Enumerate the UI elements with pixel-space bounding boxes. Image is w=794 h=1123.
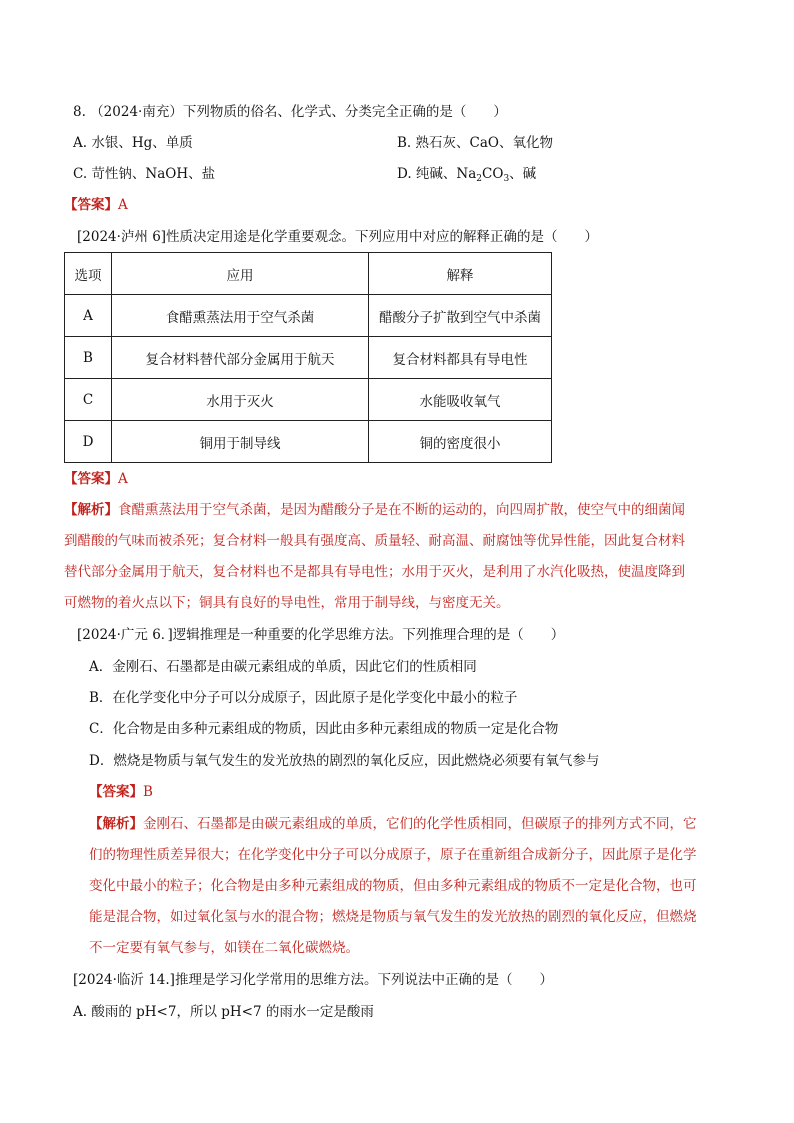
table-cell: B	[65, 337, 112, 379]
q8-option-d: D. 纯碱、$Na_2CO_3$、碱	[397, 166, 537, 184]
q8-option-c: C. 苛性钠、NaOH、盐	[73, 166, 216, 182]
guangyuan-option-a: A．金刚石、石墨都是由碳元素组成的单质，因此它们的性质相同	[89, 659, 477, 675]
guangyuan-answer	[89, 782, 153, 802]
guangyuan-option-d: D．燃烧是物质与氧气发生的发光放热的剧烈的氧化反应，因此燃烧必须要有氧气参与	[89, 753, 600, 769]
table-cell: 水用于灭火	[112, 379, 369, 421]
table-header-row	[65, 253, 552, 295]
guangyuan-analysis-line-1: 【解析】金刚石、石墨都是由碳元素组成的单质，它们的化学性质相同，但碳原子的排列方式不同，它	[89, 816, 697, 832]
guangyuan-analysis-line-3: 变化中最小的粒子；化合物是由多种元素组成的物质，但由多种元素组成的物质不一定是化合物，也可	[89, 878, 697, 894]
table-cell: 复合材料替代部分金属用于航天	[112, 337, 369, 379]
table-cell: C	[65, 379, 112, 421]
table-cell: A	[65, 295, 112, 337]
q8-option-a: A. 水银、Hg、单质	[73, 135, 193, 151]
answer-value: A	[118, 197, 128, 213]
guangyuan-option-b: B．在化学变化中分子可以分成原子，因此原子是化学变化中最小的粒子	[89, 690, 518, 706]
q-luzhou-stem: [2024·泸州 6]性质决定用途是化学重要观念。下列应用中对应的解释正确的是（ ）	[77, 229, 599, 245]
guangyuan-analysis-line-2: 们的物理性质差异很大；在化学变化中分子可以分成原子，原子在重新组合成新分子，因此原子是化学	[89, 847, 697, 863]
answer-label: 【答案】	[64, 197, 118, 213]
analysis-label: 【解析】	[89, 816, 143, 832]
answer-label: 【答案】	[64, 471, 118, 487]
table-row	[65, 379, 552, 421]
analysis-label: 【解析】	[64, 502, 118, 518]
q-guangyuan-stem: [2024·广元 6．]逻辑推理是一种重要的化学思维方法。下列推理合理的是（ ）	[77, 627, 565, 643]
answer-value: B	[143, 784, 153, 800]
table-cell: 铜用于制导线	[112, 421, 369, 463]
table-cell: 食醋熏蒸法用于空气杀菌	[112, 295, 369, 337]
guangyuan-option-c: C．化合物是由多种元素组成的物质，因此由多种元素组成的物质一定是化合物	[89, 721, 559, 737]
answer-label: 【答案】	[89, 784, 143, 800]
luzhou-answer	[64, 469, 128, 489]
table-cell: 复合材料都具有导电性	[369, 337, 552, 379]
luzhou-analysis-line-3: 替代部分金属用于航天，复合材料也不是都具有导电性；水用于灭火，是利用了水汽化吸热，使温度降到	[64, 564, 685, 580]
luzhou-analysis-line-4: 可燃物的着火点以下；铜具有良好的导电性，常用于制导线，与密度无关。	[64, 595, 510, 611]
luzhou-analysis-line-2: 到醋酸的气味而被杀死；复合材料一般具有强度高、质量轻、耐高温、耐腐蚀等优异性能，因此复合材料	[64, 533, 685, 549]
guangyuan-analysis-line-5: 不一定要有氧气参与，如镁在二氧化碳燃烧。	[89, 940, 359, 956]
q8-stem: 8. （2024·南充）下列物质的俗名、化学式、分类完全正确的是（ ）	[73, 104, 507, 120]
q8-answer	[64, 195, 128, 215]
answer-value: A	[118, 471, 128, 487]
table-cell: D	[65, 421, 112, 463]
luzhou-analysis-line-1: 【解析】食醋熏蒸法用于空气杀菌，是因为醋酸分子是在不断的运动的，向四周扩散，使空气中的细菌闻	[64, 502, 685, 518]
table-cell: 水能吸收氧气	[369, 379, 552, 421]
table-cell: 醋酸分子扩散到空气中杀菌	[369, 295, 552, 337]
table-row	[65, 295, 552, 337]
table-header-cell: 选项	[65, 253, 112, 295]
table-row	[65, 421, 552, 463]
guangyuan-analysis-line-4: 能是混合物，如过氧化氢与水的混合物；燃烧是物质与氧气发生的发光放热的剧烈的氧化反应，但燃烧	[89, 909, 697, 925]
q8-option-b: B. 熟石灰、CaO、氧化物	[397, 135, 553, 151]
luzhou-options-table	[64, 252, 552, 463]
table-row	[65, 337, 552, 379]
linyi-option-a: A. 酸雨的 pH<7，所以 pH<7 的雨水一定是酸雨	[73, 1004, 374, 1020]
table-cell: 铜的密度很小	[369, 421, 552, 463]
q-linyi-stem: [2024·临沂 14.]推理是学习化学常用的思维方法。下列说法中正确的是（ ）	[73, 972, 553, 988]
table-header-cell: 应用	[112, 253, 369, 295]
table-header-cell: 解释	[369, 253, 552, 295]
